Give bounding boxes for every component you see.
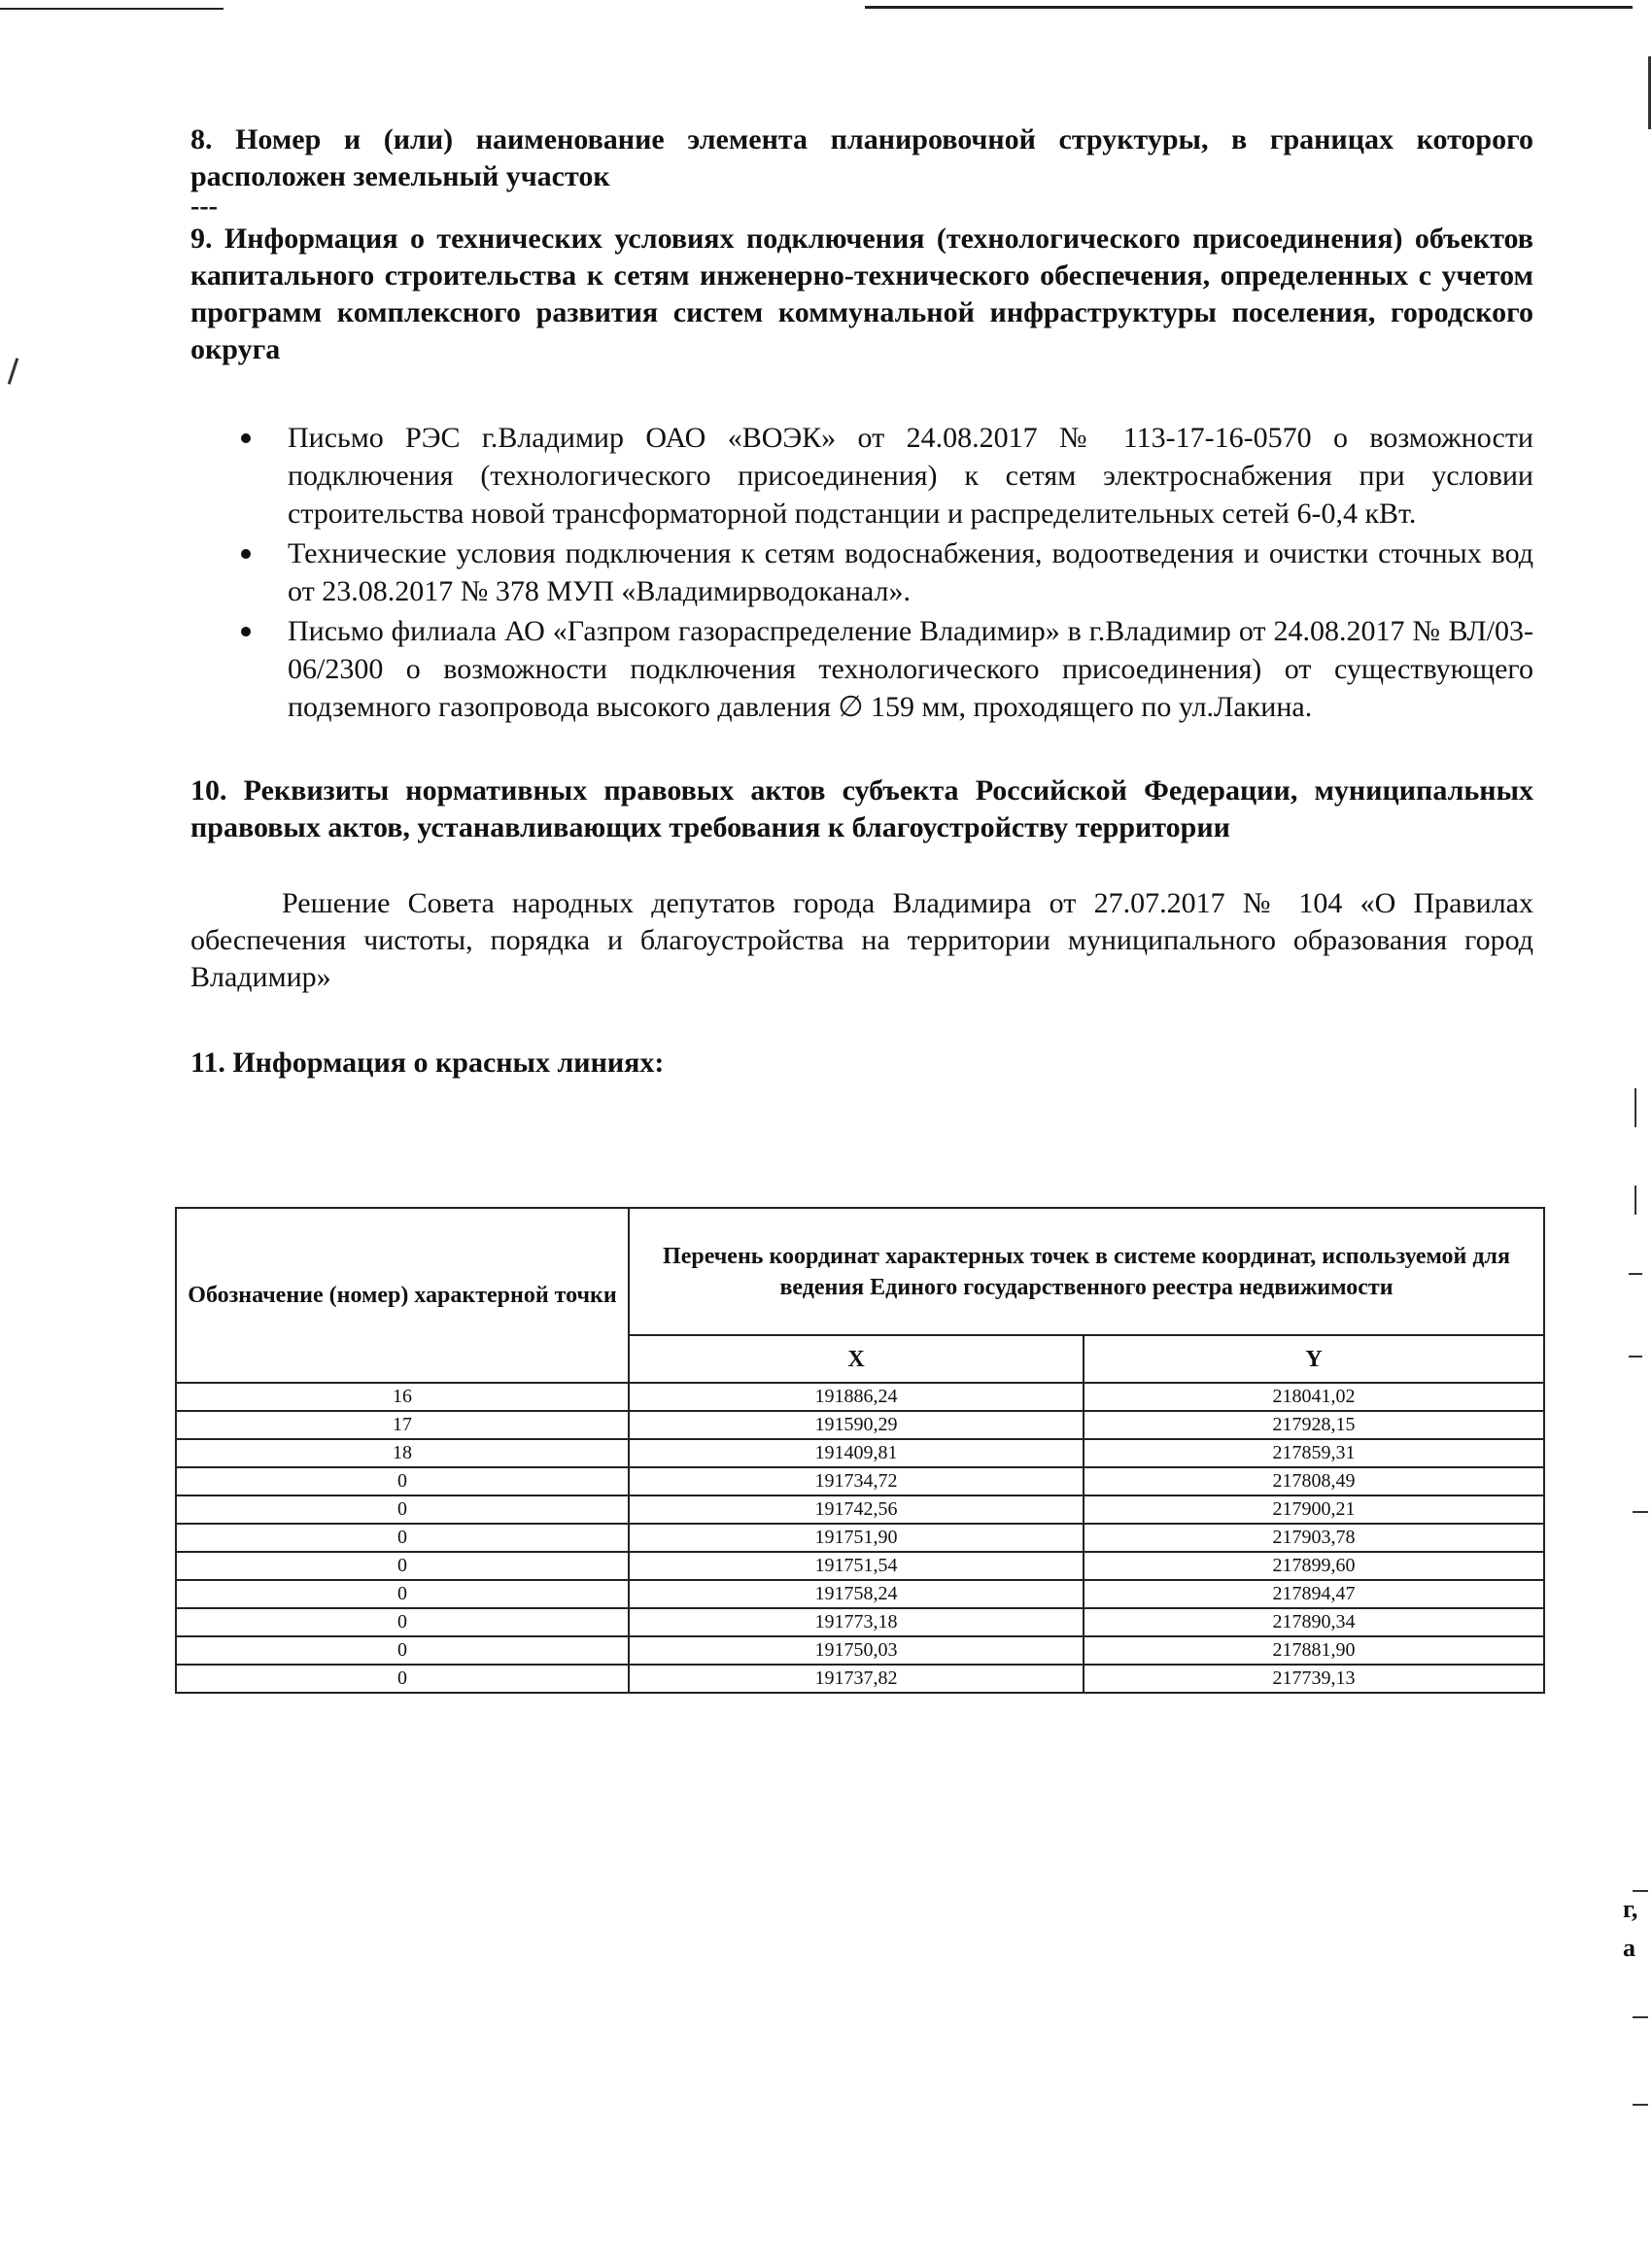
cell-y: 217903,78	[1084, 1524, 1544, 1552]
table-row	[176, 1383, 1544, 1411]
cell-x: 191773,18	[629, 1608, 1084, 1636]
scan-edge-mark	[1629, 1273, 1642, 1275]
cell-point: 0	[176, 1524, 629, 1552]
table-row	[176, 1411, 1544, 1439]
section-10	[190, 773, 1533, 996]
cell-y: 217899,60	[1084, 1552, 1544, 1580]
table-row	[176, 1580, 1544, 1608]
section-8-title: 8. Номер и (или) наименование элемента планировочной структуры, в границах которого расположен земельный участок	[190, 123, 1533, 192]
cell-x: 191886,24	[629, 1383, 1084, 1411]
bullet-icon	[241, 627, 251, 636]
cell-point: 0	[176, 1608, 629, 1636]
table-row	[176, 1524, 1544, 1552]
scan-edge-mark	[1629, 1356, 1642, 1357]
section-11	[190, 1045, 1533, 1082]
red-lines-table	[175, 1207, 1545, 1694]
cell-point: 18	[176, 1439, 629, 1467]
cell-x: 191409,81	[629, 1439, 1084, 1467]
scan-pen-mark	[8, 358, 19, 385]
scan-edge-line-right	[865, 6, 1633, 9]
list-item-text: Письмо РЭС г.Владимир ОАО «ВОЭК» от 24.08.2017 № 113-17-16-0570 о возможности подключения (технологического присоединения) к сетям электроснабжения при условии строительства новой трансформаторной подстанции и распределительных сетей 6-0,4 кВт.	[288, 422, 1533, 530]
column-header-coordinates: Перечень координат характерных точек в системе координат, используемой для ведения Единого государственного реестра недвижимости	[629, 1208, 1544, 1335]
edge-fragment-text: а	[1623, 1934, 1635, 1962]
cell-y: 218041,02	[1084, 1383, 1544, 1411]
cell-x: 191742,56	[629, 1495, 1084, 1524]
list-item	[190, 534, 1533, 610]
scan-edge-mark	[1633, 2104, 1648, 2106]
cell-y: 217928,15	[1084, 1411, 1544, 1439]
cell-x: 191751,54	[629, 1552, 1084, 1580]
section-10-text: Решение Совета народных депутатов города Владимира от 27.07.2017 № 104 «О Правилах обеспечения чистоты, порядка и благоустройства на территории муниципального образования город Владимир»	[190, 887, 1533, 993]
scan-edge-mark	[1648, 56, 1651, 129]
scan-edge-line-left	[0, 8, 224, 10]
list-item	[190, 419, 1533, 533]
scan-edge-mark	[1635, 1186, 1636, 1215]
scan-edge-mark	[1633, 1511, 1648, 1513]
cell-y: 217894,47	[1084, 1580, 1544, 1608]
table-row	[176, 1439, 1544, 1467]
section-9-title: 9. Информация о технических условиях подключения (технологического присоединения) объектов капитального строительства к сетям инженерно-технического обеспечения, определенных с учетом программ комплексного развития систем коммунальной инфраструктуры поселения, городского округа	[190, 223, 1533, 365]
section-10-title: 10. Реквизиты нормативных правовых актов субъекта Российской Федерации, муниципальных правовых актов, устанавливающих требования к благоустройству территории	[190, 774, 1533, 843]
section-9	[190, 221, 1533, 726]
column-header-point: Обозначение (номер) характерной точки	[176, 1208, 629, 1383]
column-header-y: Y	[1084, 1335, 1544, 1383]
cell-y: 217900,21	[1084, 1495, 1544, 1524]
bullet-icon	[241, 549, 251, 559]
list-item-text: Письмо филиала АО «Газпром газораспределение Владимир» в г.Владимир от 24.08.2017 № ВЛ/03-06/2300 о возможности подключения технологического присоединения) от существующего подземного газопровода высокого давления ∅ 159 мм, проходящего по ул.Лакина.	[288, 615, 1533, 723]
scan-edge-mark	[1633, 1890, 1648, 1892]
cell-y: 217890,34	[1084, 1608, 1544, 1636]
edge-fragment-text: г,	[1623, 1895, 1638, 1923]
table-row	[176, 1636, 1544, 1665]
table-row	[176, 1495, 1544, 1524]
cell-y: 217881,90	[1084, 1636, 1544, 1665]
cell-y: 217739,13	[1084, 1665, 1544, 1693]
cell-point: 0	[176, 1580, 629, 1608]
document-body	[190, 121, 1533, 1082]
cell-point: 17	[176, 1411, 629, 1439]
table-row	[176, 1608, 1544, 1636]
cell-x: 191751,90	[629, 1524, 1084, 1552]
scan-edge-mark	[1635, 1088, 1636, 1127]
cell-x: 191750,03	[629, 1636, 1084, 1665]
cell-point: 0	[176, 1552, 629, 1580]
section-11-title: 11. Информация о красных линиях:	[190, 1047, 665, 1079]
table-row	[176, 1552, 1544, 1580]
column-header-x: X	[629, 1335, 1084, 1383]
table-body	[176, 1383, 1544, 1693]
technical-conditions-list	[190, 419, 1533, 726]
cell-point: 0	[176, 1636, 629, 1665]
cell-y: 217859,31	[1084, 1439, 1544, 1467]
cell-x: 191734,72	[629, 1467, 1084, 1495]
table-row	[176, 1665, 1544, 1693]
section-8	[190, 121, 1533, 221]
cell-x: 191758,24	[629, 1580, 1084, 1608]
cell-y: 217808,49	[1084, 1467, 1544, 1495]
table-row	[176, 1467, 1544, 1495]
cell-x: 191737,82	[629, 1665, 1084, 1693]
cell-x: 191590,29	[629, 1411, 1084, 1439]
cell-point: 0	[176, 1467, 629, 1495]
scan-edge-mark	[1633, 2016, 1648, 2018]
cell-point: 0	[176, 1495, 629, 1524]
cell-point: 16	[176, 1383, 629, 1411]
bullet-icon	[241, 433, 251, 443]
list-item	[190, 612, 1533, 726]
section-8-value: ---	[190, 191, 218, 222]
cell-point: 0	[176, 1665, 629, 1693]
list-item-text: Технические условия подключения к сетям водоснабжения, водоотведения и очистки сточных вод от 23.08.2017 № 378 МУП «Владимирводоканал».	[288, 537, 1533, 607]
